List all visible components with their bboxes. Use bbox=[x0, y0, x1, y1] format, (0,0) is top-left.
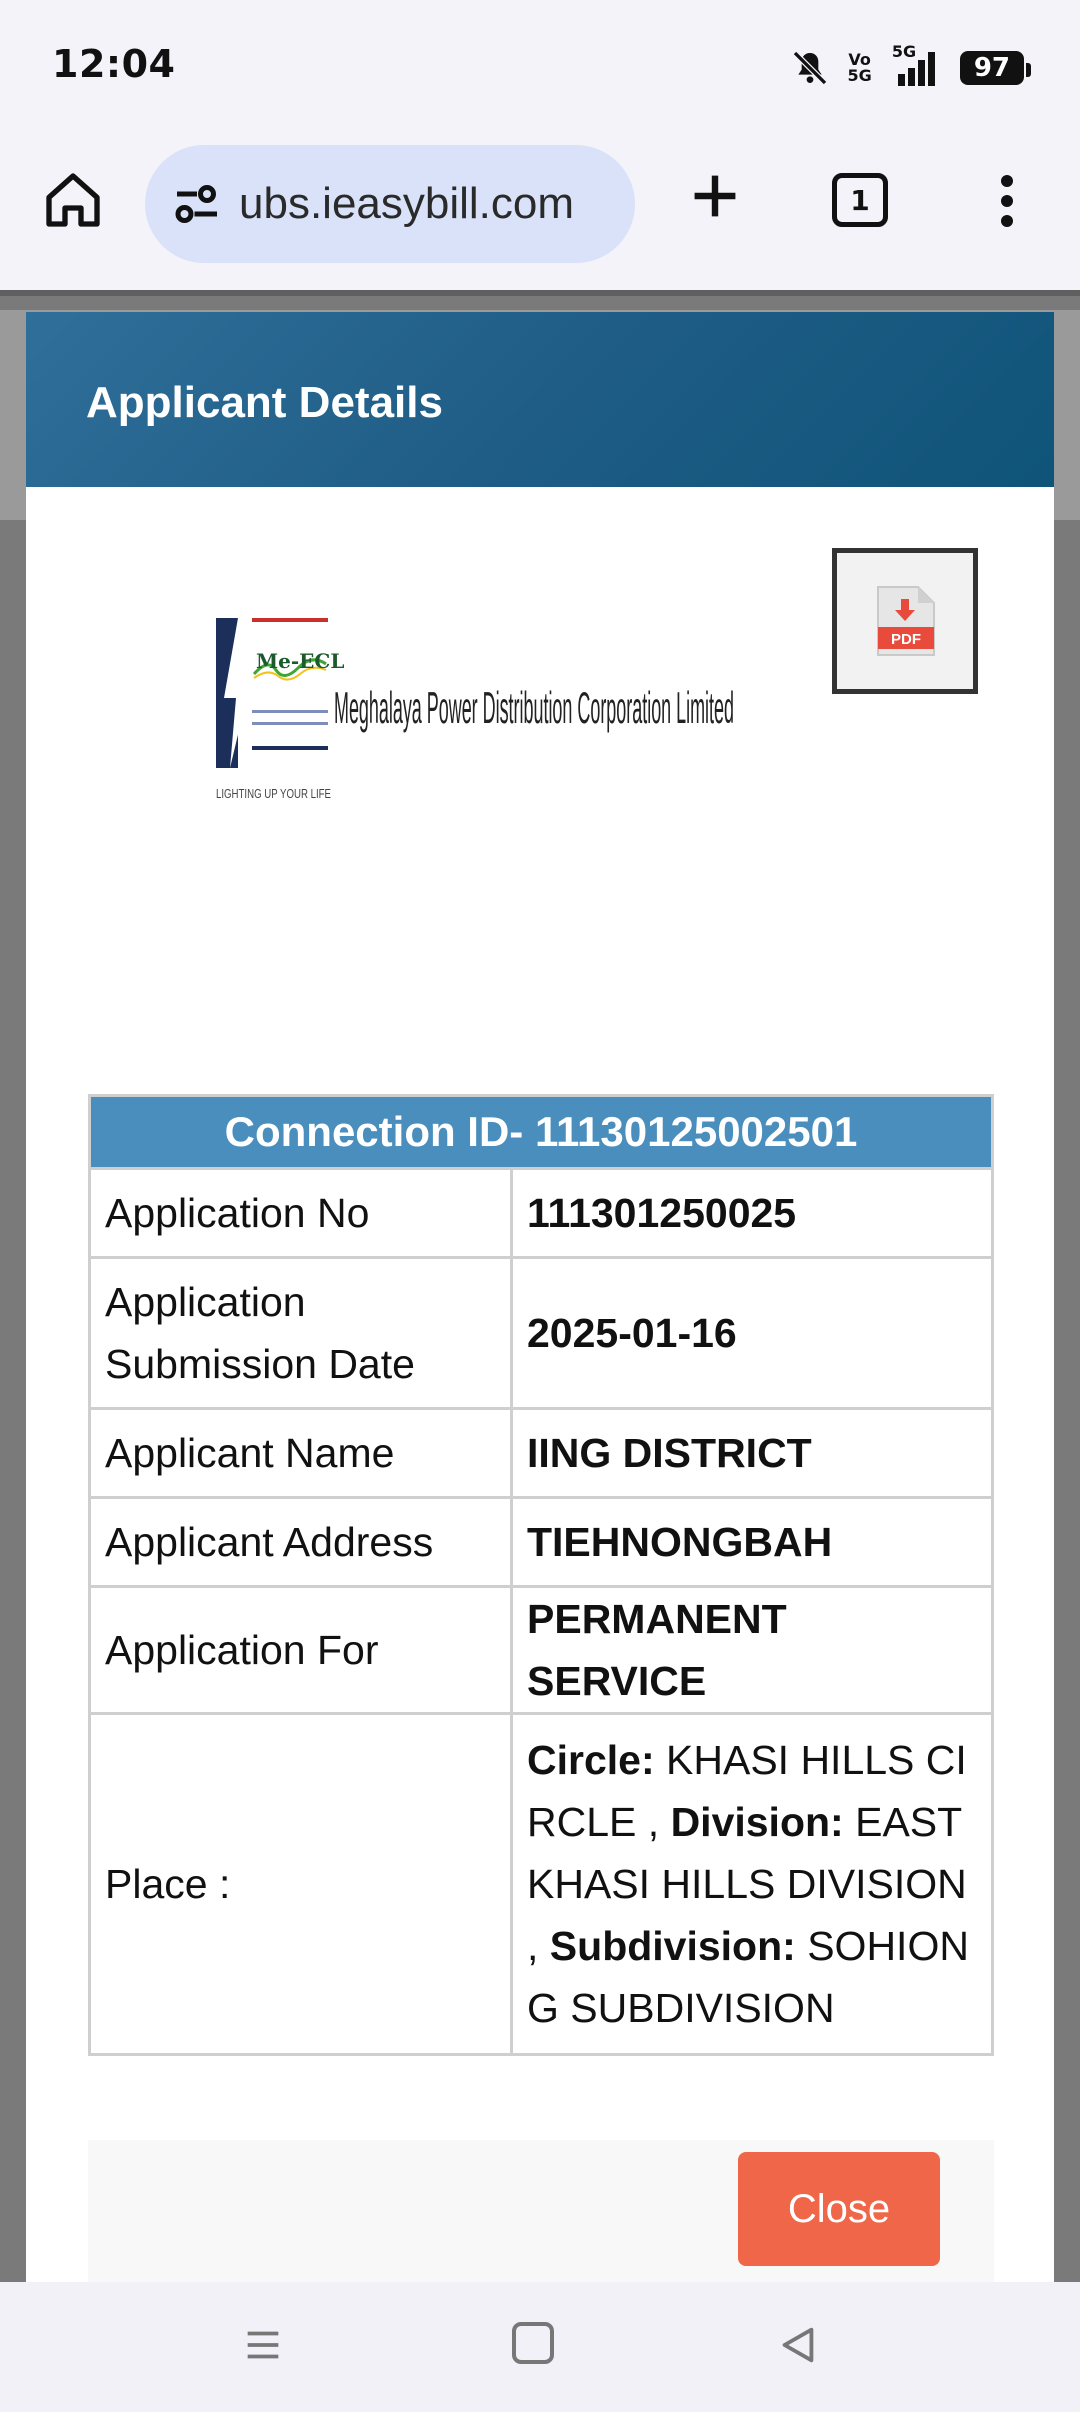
pdf-download-icon bbox=[874, 585, 936, 657]
submission-date-value: 2025-01-16 bbox=[512, 1258, 993, 1409]
status-icons bbox=[790, 44, 1024, 92]
recent-apps-icon[interactable] bbox=[240, 2322, 286, 2368]
status-time: 12:04 bbox=[52, 42, 176, 86]
company-logo bbox=[216, 598, 736, 808]
url-text[interactable]: ubs.ieasybill.com bbox=[239, 179, 575, 228]
connection-id-header: Connection ID- 11130125002501 bbox=[90, 1096, 993, 1169]
plus-icon bbox=[680, 161, 750, 231]
applicant-name-value: IING DISTRICT bbox=[512, 1409, 993, 1498]
place-value bbox=[512, 1714, 993, 2055]
table-row bbox=[90, 1409, 993, 1498]
table-row bbox=[90, 1169, 993, 1258]
mute-bell-icon bbox=[790, 48, 830, 88]
application-no-value: 111301250025 bbox=[512, 1169, 993, 1258]
place-separator: , bbox=[527, 1923, 550, 1969]
new-tab-button[interactable] bbox=[680, 161, 750, 231]
table-header-row bbox=[90, 1096, 993, 1169]
logo-company-name: Meghalaya Power Distribution Corporation Limited bbox=[334, 682, 734, 733]
home-nav-icon[interactable] bbox=[512, 2322, 554, 2364]
applicant-details-modal bbox=[26, 312, 1054, 2282]
network-type: 5G bbox=[891, 42, 917, 61]
signal-icon bbox=[890, 42, 942, 88]
application-no-label: Application No bbox=[90, 1169, 512, 1258]
menu-button[interactable] bbox=[985, 171, 1029, 231]
browser-toolbar bbox=[0, 135, 1080, 290]
table-row bbox=[90, 1498, 993, 1587]
subdivision-value: SOHIONG SUBDIVISION bbox=[527, 1923, 969, 2031]
application-for-label: Application For bbox=[90, 1587, 512, 1714]
table-row bbox=[90, 1258, 993, 1409]
status-bar bbox=[0, 0, 1080, 135]
applicant-address-label: Applicant Address bbox=[90, 1498, 512, 1587]
application-for-value: PERMANENT SERVICE bbox=[512, 1587, 993, 1714]
pdf-label: PDF bbox=[891, 631, 921, 648]
applicant-info-table bbox=[88, 1094, 994, 2056]
applicant-address-value: TIEHNONGBAH bbox=[512, 1498, 993, 1587]
division-value: EAST KHASI HILLS DIVISION bbox=[527, 1799, 967, 1907]
logo-mark-text: Me-ECL bbox=[256, 649, 345, 673]
logo-tagline: LIGHTING UP YOUR LIFE bbox=[216, 786, 332, 801]
subdivision-label: Subdivision: bbox=[549, 1923, 796, 1969]
system-nav-bar bbox=[0, 2282, 1080, 2412]
site-settings-icon[interactable] bbox=[167, 174, 227, 234]
home-icon bbox=[41, 168, 105, 232]
modal-header bbox=[26, 312, 1054, 487]
battery-icon: 97 bbox=[960, 51, 1024, 85]
menu-icon bbox=[985, 171, 1029, 231]
volte-icon bbox=[848, 52, 872, 84]
place-label: Place : bbox=[90, 1714, 512, 2055]
circle-label: Circle: bbox=[527, 1737, 655, 1783]
volte-top: Vo bbox=[848, 50, 871, 69]
address-bar[interactable] bbox=[145, 145, 635, 263]
volte-bottom: 5G bbox=[847, 66, 872, 85]
place-separator: , bbox=[636, 1799, 671, 1845]
pdf-download-button[interactable] bbox=[832, 548, 978, 694]
table-row bbox=[90, 1587, 993, 1714]
table-row bbox=[90, 1714, 993, 2055]
applicant-name-label: Applicant Name bbox=[90, 1409, 512, 1498]
home-button[interactable] bbox=[38, 165, 108, 235]
division-label: Division: bbox=[670, 1799, 844, 1845]
back-icon[interactable] bbox=[775, 2320, 821, 2370]
modal-title: Applicant Details bbox=[86, 378, 443, 427]
tabs-icon[interactable]: 1 bbox=[832, 173, 888, 227]
circle-value: KHASI HILLS CIRCLE bbox=[527, 1737, 967, 1845]
close-button[interactable]: Close bbox=[738, 2152, 940, 2266]
submission-date-label: Application Submission Date bbox=[90, 1258, 512, 1409]
